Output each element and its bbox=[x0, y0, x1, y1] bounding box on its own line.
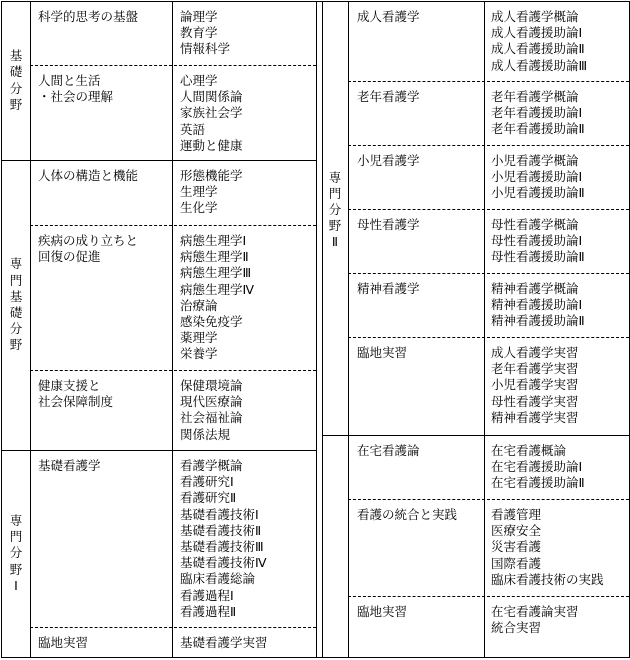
course-list bbox=[491, 604, 579, 636]
subject-cell bbox=[357, 89, 420, 105]
border-line bbox=[1, 1, 629, 2]
course-item: 老年看護学実習 bbox=[491, 361, 579, 377]
subject-cell-line: 基礎看護学 bbox=[38, 458, 101, 473]
course-item: 生理学 bbox=[180, 184, 218, 200]
course-item: 母性看護学概論 bbox=[491, 217, 579, 232]
course-item: 老年看護援助論Ⅱ bbox=[491, 121, 585, 137]
course-item: 基礎看護技術Ⅳ bbox=[180, 555, 267, 571]
course-item: 教育学 bbox=[180, 25, 218, 41]
course-item: 看護研究Ⅱ bbox=[180, 490, 237, 506]
group-label-senmon-1: 専 門 分 野 Ⅰ bbox=[9, 513, 23, 593]
subject-cell-line: 看護の統合と実践 bbox=[357, 507, 458, 522]
course-list bbox=[491, 9, 587, 74]
subject-cell-line: 臨地実習 bbox=[357, 345, 408, 360]
course-item: 統合実習 bbox=[491, 620, 542, 636]
course-item: 生化学 bbox=[180, 200, 218, 216]
course-item: 医療安全 bbox=[491, 523, 542, 539]
border-line bbox=[1, 657, 629, 658]
course-item: 栄養学 bbox=[180, 346, 218, 362]
subject-cell-line: 人体の構造と機能 bbox=[38, 168, 139, 183]
course-item: 情報科学 bbox=[180, 41, 231, 57]
course-item: 成人看護学概論 bbox=[491, 9, 579, 24]
course-item: 成人看護援助論Ⅰ bbox=[491, 25, 583, 41]
course-list bbox=[180, 168, 243, 217]
subject-cell bbox=[38, 73, 113, 105]
course-item: 小児看護援助論Ⅰ bbox=[491, 169, 583, 185]
border-line bbox=[322, 435, 629, 436]
row-divider bbox=[30, 225, 316, 226]
course-item: 老年看護援助論Ⅰ bbox=[491, 105, 583, 121]
course-item: 形態機能学 bbox=[180, 168, 243, 183]
subject-cell bbox=[38, 9, 138, 25]
course-list bbox=[491, 217, 585, 266]
subject-cell bbox=[357, 217, 420, 233]
subject-cell bbox=[357, 604, 407, 620]
row-divider bbox=[30, 65, 316, 66]
course-item: 薬理学 bbox=[180, 330, 218, 346]
subject-cell bbox=[38, 168, 138, 184]
course-item: 小児看護援助論Ⅱ bbox=[491, 185, 585, 201]
course-item: 英語 bbox=[180, 121, 206, 137]
subject-cell bbox=[38, 378, 113, 410]
subject-cell bbox=[357, 281, 420, 297]
course-item: 社会福祉論 bbox=[180, 410, 243, 426]
course-item: 臨床看護技術の実践 bbox=[491, 571, 604, 587]
course-item: 看護管理 bbox=[491, 507, 542, 522]
course-item: 運動と健康 bbox=[180, 137, 243, 153]
row-divider bbox=[348, 337, 629, 338]
course-item: 論理学 bbox=[180, 9, 218, 24]
course-item: 心理学 bbox=[180, 73, 218, 88]
course-list bbox=[491, 153, 585, 202]
border-line bbox=[484, 1, 485, 657]
row-divider bbox=[30, 370, 316, 371]
course-list bbox=[491, 507, 604, 588]
row-divider bbox=[348, 209, 629, 210]
course-item: 老年看護学概論 bbox=[491, 89, 579, 104]
course-item: 母性看護学実習 bbox=[491, 393, 579, 409]
border-line bbox=[1, 1, 2, 658]
course-item: 精神看護学概論 bbox=[491, 281, 579, 296]
row-divider bbox=[348, 81, 629, 82]
course-item: 病態生理学Ⅰ bbox=[180, 233, 247, 248]
border-line bbox=[1, 450, 316, 451]
subject-cell bbox=[357, 507, 457, 523]
course-item: 関係法規 bbox=[180, 426, 231, 442]
course-item: 看護研究Ⅰ bbox=[180, 474, 234, 490]
subject-cell-line: 小児看護学 bbox=[357, 153, 420, 168]
subject-cell-line: 疾病の成り立ちと bbox=[38, 233, 139, 248]
course-item: 精神看護学実習 bbox=[491, 409, 579, 425]
subject-cell-line: 回復の促進 bbox=[38, 249, 101, 265]
course-item: 母性看護援助論Ⅰ bbox=[491, 233, 583, 249]
course-item: 家族社会学 bbox=[180, 105, 243, 121]
course-item: 基礎看護技術Ⅱ bbox=[180, 522, 262, 538]
subject-cell-line: 在宅看護論 bbox=[357, 443, 420, 458]
subject-cell-line: 臨地実習 bbox=[357, 604, 408, 619]
course-item: 成人看護学実習 bbox=[491, 345, 579, 360]
row-divider bbox=[348, 499, 629, 500]
subject-cell-line: ・社会の理解 bbox=[38, 89, 114, 105]
course-item: 母性看護援助論Ⅱ bbox=[491, 249, 585, 265]
subject-cell-line: 社会保障制度 bbox=[38, 394, 114, 410]
border-line bbox=[316, 1, 317, 657]
course-item: 治療論 bbox=[180, 297, 218, 313]
course-list bbox=[180, 378, 243, 443]
group-label-kiso: 基 礎 分 野 bbox=[9, 48, 23, 112]
subject-cell-line: 成人看護学 bbox=[357, 9, 420, 24]
course-list bbox=[491, 89, 585, 138]
subject-cell bbox=[357, 345, 407, 361]
subject-cell bbox=[357, 9, 420, 25]
course-item: 小児看護学実習 bbox=[491, 377, 579, 393]
group-label-senmon-2: 専 門 分 野 Ⅱ bbox=[328, 169, 342, 250]
course-item: 成人看護援助論Ⅱ bbox=[491, 41, 585, 57]
course-item: 臨床看護総論 bbox=[180, 571, 256, 587]
course-list bbox=[180, 73, 243, 154]
subject-cell-line: 科学的思考の基盤 bbox=[38, 9, 139, 24]
course-item: 基礎看護技術Ⅰ bbox=[180, 506, 259, 522]
course-item: 在宅看護論実習 bbox=[491, 604, 579, 619]
course-item: 保健環境論 bbox=[180, 378, 243, 393]
course-item: 在宅看護援助論Ⅰ bbox=[491, 459, 583, 475]
course-item: 災害看護 bbox=[491, 539, 542, 555]
course-item: 看護過程Ⅱ bbox=[180, 603, 237, 619]
row-divider bbox=[348, 596, 629, 597]
course-list bbox=[491, 443, 585, 492]
course-item: 人間関係論 bbox=[180, 89, 243, 105]
subject-cell-line: 人間と生活 bbox=[38, 73, 101, 88]
course-item: 国際看護 bbox=[491, 555, 542, 571]
subject-cell bbox=[38, 635, 88, 651]
course-item: 看護過程Ⅰ bbox=[180, 587, 234, 603]
course-item: 精神看護援助論Ⅰ bbox=[491, 297, 583, 313]
border-line bbox=[30, 1, 31, 657]
course-list bbox=[180, 458, 267, 620]
border-line bbox=[1, 160, 316, 161]
border-line bbox=[348, 1, 349, 657]
course-list bbox=[180, 9, 230, 58]
group-label-senmon-kiso: 専 門 基 礎 分 野 bbox=[9, 256, 23, 353]
course-item: 成人看護援助論Ⅲ bbox=[491, 57, 588, 73]
row-divider bbox=[348, 145, 629, 146]
subject-cell-line: 精神看護学 bbox=[357, 281, 420, 296]
subject-cell bbox=[38, 233, 138, 265]
border-line bbox=[172, 1, 173, 657]
row-divider bbox=[30, 627, 316, 628]
subject-cell bbox=[357, 443, 420, 459]
course-item: 基礎看護学実習 bbox=[180, 635, 268, 650]
row-divider bbox=[348, 273, 629, 274]
subject-cell bbox=[38, 458, 101, 474]
course-item: 小児看護学概論 bbox=[491, 153, 579, 168]
subject-cell bbox=[357, 153, 420, 169]
subject-cell-line: 臨地実習 bbox=[38, 635, 89, 650]
subject-cell-line: 健康支援と bbox=[38, 378, 101, 393]
course-item: 病態生理学Ⅳ bbox=[180, 281, 255, 297]
course-list bbox=[491, 281, 585, 330]
border-line bbox=[322, 1, 323, 657]
course-item: 精神看護援助論Ⅱ bbox=[491, 313, 585, 329]
course-item: 看護学概論 bbox=[180, 458, 243, 473]
course-item: 在宅看護援助論Ⅱ bbox=[491, 475, 585, 491]
course-list bbox=[180, 635, 268, 651]
course-list bbox=[180, 233, 254, 363]
subject-cell-line: 老年看護学 bbox=[357, 89, 420, 104]
course-item: 現代医療論 bbox=[180, 394, 243, 410]
course-item: 感染免疫学 bbox=[180, 314, 243, 330]
course-item: 在宅看護概論 bbox=[491, 443, 567, 458]
course-list bbox=[491, 345, 579, 426]
subject-cell-line: 母性看護学 bbox=[357, 217, 420, 232]
course-item: 病態生理学Ⅱ bbox=[180, 249, 249, 265]
course-item: 病態生理学Ⅲ bbox=[180, 265, 252, 281]
course-item: 基礎看護技術Ⅲ bbox=[180, 539, 264, 555]
